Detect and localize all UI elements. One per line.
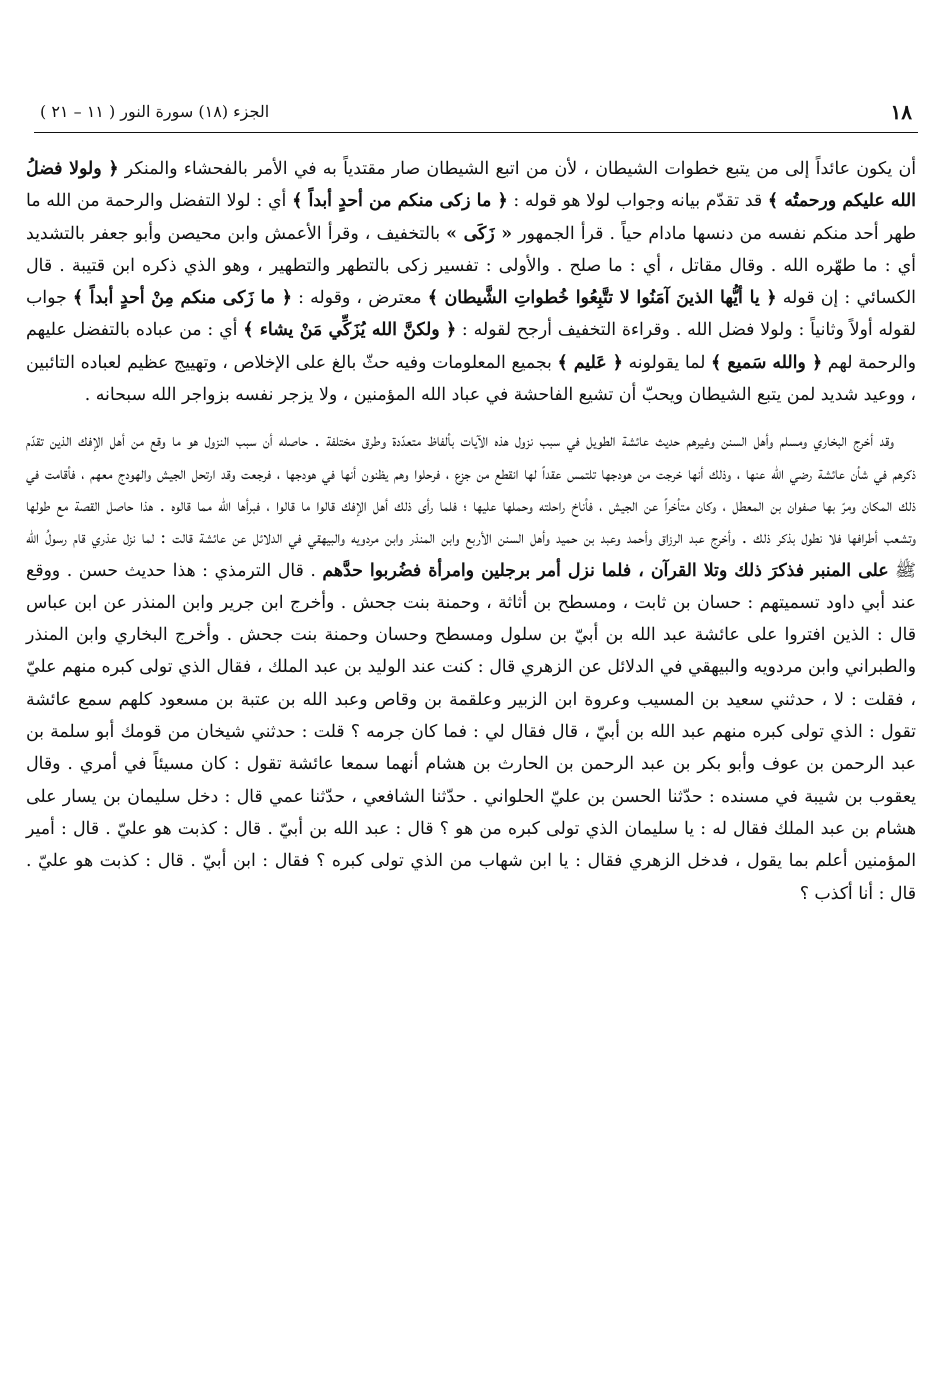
quran-quote: ﴿ والله سَميع ﴾ [711,352,823,373]
quran-quote: ﴿ ما زكى منكم من أحدٍ أبداً ﴾ [292,191,508,212]
paragraph-hadith-narrations [26,425,916,909]
quran-quote: ﴿ عَليم ﴾ [557,352,623,373]
text-run: بالتخفيف ، وقرأ الأعمش وابن محيصن وأبو جعفر بالتشديد أي : ما طهّره الله . وقال مقاتل ، أي : ما صلح . والأولى : تفسير زكى بالتطهر والتطهير ، وهو الذي ذكره ابن قتيبة . قال الكسائي : إن قوله [26,223,916,309]
text-run: أي : من عباده بالتفضل عليهم والرحمة لهم [26,320,916,373]
running-head: الجزء (١٨) سورة النور ( ١١ – ٢١ ) [40,102,270,121]
header-rule [34,132,918,133]
text-run: لما يقولونه [622,352,712,373]
page-number: ١٨ [890,100,912,124]
text-run: أي : لولا التفضل والرحمة من الله ما طهر أحد منكم نفسه من دنسها مادام حياً . قرأ الجمهور [26,191,916,244]
quran-quote: ﴿ ما زَكى منكم مِنْ أحدٍ أبداً ﴾ [72,288,292,309]
text-run: بجميع المعلومات وفيه حثّ بالغ على الإخلاص ، وتهييج عظيم لعباده التائبين ، ووعيد شديد لمن يتبع الشيطان ويحبّ أن تشيع الفاحشة في عباد الله المؤمنين ، ولا يزجر نفسه بزواجر الله سبحانه . [26,352,916,406]
page-header [34,96,918,130]
text-run: . قال الترمذي : هذا حديث حسن . ووقع عند أبي داود تسميتهم : حسان بن ثابت ، ومسطح بن أثاثة ، وحمنة بنت جحش . وأخرج ابن جرير وابن المنذر عن ابن عباس قال : الذين افتروا على عائشة عبد الله بن أبيّ بن سلول ومسطح وحسان وحمنة بنت جحش . وأخرج البخاري وابن المنذر والطبراني وابن مردويه والبيهقي في الدلائل عن الزهري قال : كنت عند الوليد بن عبد الملك ، فقال الذي تولى كبره منهم عليّ ، فقلت : لا ، حدثني سعيد بن المسيب وعروة ابن الزبير وعلقمة بن وقاص وعبد الله بن عتبة بن مسعود كلهم سمع عائشة تقول : الذي تولى كبره منهم عبد الله بن أبيّ ، قال فقال لي : فما كان جرمه ؟ قلت : حدثني شيخان من قومك أبو سلمة بن عبد الرحمن بن عوف وأبو بكر بن عبد الرحمن بن الحارث بن هشام أنهما سمعا عائشة تقول : كان مسيئاً في أمري . وقال يعقوب بن شيبة في مسنده : حدّثنا الحسن بن عليّ الحلواني . حدّثنا الشافعي ، حدّثنا عمي قال : دخل سليمان بن يسار على هشام بن عبد الملك فقال له : يا سليمان الذي تولى كبره من هو ؟ قال : عبد الله بن أبيّ . قال : كذبت هو عليّ . قال : أمير المؤمنين أعلم بما يقول ، فدخل الزهري فقال : يا ابن شهاب من الذي تولى كبره ؟ فقال : ابن أبيّ . قال : كذبت هو عليّ . قال : أنا أكذب ؟ [26,560,916,904]
quran-quote: على المنبر فذكرَ ذلك وتلا القرآن ، فلما نزل أمر برجلين وامرأة فضُربوا حدَّهم [322,560,889,581]
paragraph-tafsir [26,153,916,411]
text-run: قد تقدّم بيانه وجواب لولا هو قوله : [507,191,768,212]
quran-quote: ﴿ ولكنَّ الله يُزَكِّي مَنْ يشاء ﴾ [243,320,457,341]
quran-quote: « زَكَى » [446,223,513,244]
quran-quote: ﴿ يا أيُّها الذينَ آمَنُوا لا تتَّبِعُوا خُطواتِ الشَّيطان ﴾ [427,288,777,309]
text-run: وقد أخرج البخاري ومسلم وأهل السنن وغيرهم حديث عائشة الطويل في سبب نزول هذه الآيات بألفاظ متعدّدة وطرق مختلفة . حاصله أن سبب النزول هو ما وقع من أهل الإفك الذين تقدّم ذكرهم في شأن عائشة رضي الله عنها ، وذلك أنها خرجت من هودجها تلتمس عقداً لها انقطع من جزع ، فرحلوا وهم يظنون أنها في هودجها ، فرجعت وقد ارتحل الجيش والهودج معهم ، فأقامت في ذلك المكان ومرّ بها صفوان بن المعطل ، وكان متأخراً عن الجيش ، فأناخ راحلته وحملها عليها ؛ فلما رأى ذلك أهل الإفك قالوا ما قالوا ، فبرأها الله مما قالوه . هذا حاصل القصة مع طولها وتشعب أطرافها فلا نطول بذكر ذلك . وأخرج عبد الرزاق وأحمد وعبد بن حميد وأهل السنن الأربع وابن المنذر وابن مردويه والبيهقي في الدلائل عن عائشة قالت : لما نزل عذري قام رسولُ الله ﷺ [26,431,916,581]
text-run: أن يكون عائداً إلى من يتبع خطوات الشيطان ، لأن من اتبع الشيطان صار مقتدياً به في الأمر بالفحشاء والمنكر [118,159,916,179]
page-body [26,153,916,910]
text-run: معترض ، وقوله : [291,288,428,309]
text-run: جواب لقوله أولاً وثانياً : ولولا فضل الله . وقراءة التخفيف أرجح لقوله : [26,288,916,341]
quran-quote: ﴿ ولولا فضلُ الله عليكم ورحمتُه ﴾ [26,159,916,212]
